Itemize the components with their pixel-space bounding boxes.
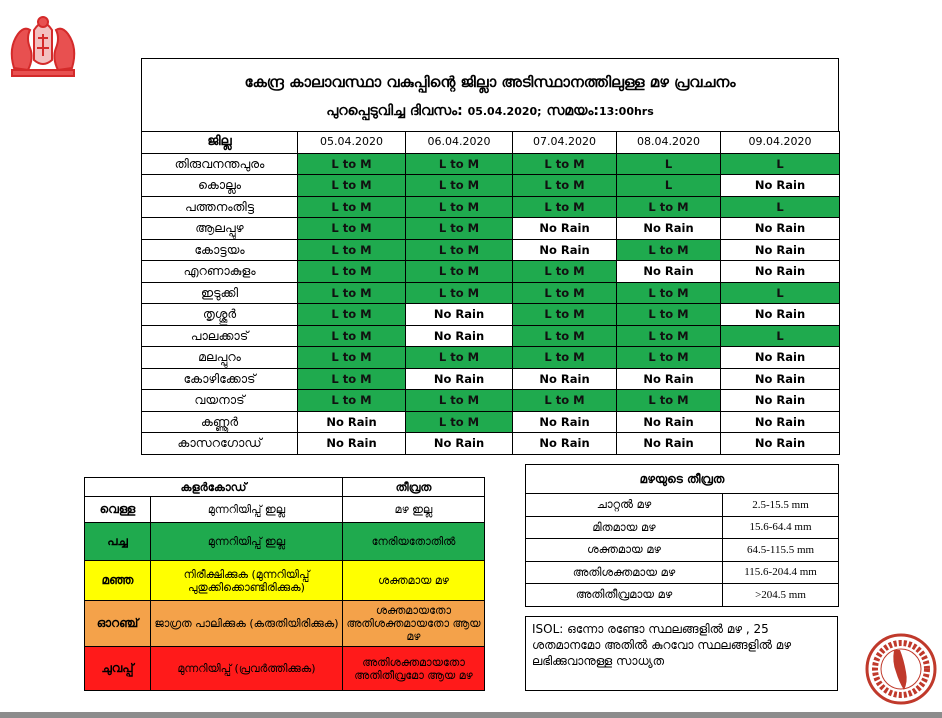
forecast-cell: No Rain (721, 390, 840, 412)
bottom-divider (0, 712, 942, 718)
color-severity: അതിശക്തമായതോ അതിതീവ്രമോ ആയ മഴ (343, 647, 485, 691)
forecast-cell: No Rain (721, 261, 840, 283)
forecast-cell: L to M (617, 347, 721, 369)
intensity-range: >204.5 mm (723, 584, 839, 607)
forecast-cell: L to M (298, 347, 406, 369)
forecast-cell: No Rain (513, 411, 617, 433)
date-header: 06.04.2020 (406, 132, 513, 154)
severity-header: തീവ്രത (343, 478, 485, 497)
color-name: ഓറഞ്ച് (85, 601, 151, 647)
forecast-cell: L to M (406, 282, 513, 304)
forecast-row (142, 218, 840, 240)
forecast-row (142, 411, 840, 433)
forecast-cell: No Rain (406, 368, 513, 390)
color-meaning: നിരീക്ഷിക്കുക (മുന്നറിയിപ്പ് പുതുക്കിക്കൊണ്ടിരിക്കുക) (151, 561, 343, 601)
forecast-cell: No Rain (617, 368, 721, 390)
forecast-cell: No Rain (513, 368, 617, 390)
forecast-cell: L to M (513, 196, 617, 218)
intensity-label: മിതമായ മഴ (526, 516, 723, 539)
forecast-cell: L to M (406, 411, 513, 433)
forecast-row (142, 261, 840, 283)
forecast-cell: L to M (298, 325, 406, 347)
forecast-cell: No Rain (721, 218, 840, 240)
intensity-label: ചാറ്റൽ മഴ (526, 494, 723, 517)
forecast-cell: L to M (406, 153, 513, 175)
color-name: പച്ച (85, 523, 151, 561)
forecast-cell: L to M (513, 175, 617, 197)
forecast-cell: L (617, 153, 721, 175)
intensity-row (526, 584, 839, 607)
forecast-header-row (142, 132, 840, 154)
forecast-cell: No Rain (721, 304, 840, 326)
forecast-cell: L to M (617, 304, 721, 326)
forecast-cell: No Rain (721, 411, 840, 433)
colorcode-header-row (85, 478, 485, 497)
date-header: 08.04.2020 (617, 132, 721, 154)
kerala-disaster-management-logo-icon (864, 632, 938, 706)
intensity-range: 2.5-15.5 mm (723, 494, 839, 517)
forecast-cell: No Rain (298, 433, 406, 455)
forecast-cell: No Rain (721, 433, 840, 455)
forecast-row (142, 390, 840, 412)
forecast-row (142, 153, 840, 175)
district-header: ജില്ല (142, 132, 298, 154)
intensity-row (526, 516, 839, 539)
intensity-row (526, 539, 839, 562)
issued-label: പുറപ്പെടുവിച്ച ദിവസം: (326, 103, 463, 119)
forecast-row (142, 325, 840, 347)
colorcode-row-white (85, 497, 485, 523)
time-value: 13:00 (598, 105, 634, 118)
forecast-cell: L to M (406, 196, 513, 218)
forecast-cell: L (721, 153, 840, 175)
forecast-cell: L to M (513, 282, 617, 304)
forecast-cell: L (721, 282, 840, 304)
district-name: പാലക്കാട് (142, 325, 298, 347)
color-severity: മഴ ഇല്ല (343, 497, 485, 523)
color-name: വെള്ള (85, 497, 151, 523)
forecast-cell: L to M (406, 390, 513, 412)
forecast-cell: L to M (617, 282, 721, 304)
page-title: കേന്ദ്ര കാലാവസ്ഥാ വകുപ്പിന്റെ ജില്ലാ അടിസ്ഥാനത്തിലുള്ള മഴ പ്രവചനം (244, 73, 736, 91)
forecast-row (142, 304, 840, 326)
color-meaning: ജാഗ്രത പാലിക്കുക (കരുതിയിരിക്കുക) (151, 601, 343, 647)
forecast-cell: L to M (406, 347, 513, 369)
forecast-row (142, 368, 840, 390)
forecast-cell: L to M (513, 347, 617, 369)
forecast-cell: L to M (298, 304, 406, 326)
district-name: പത്തനംതിട്ട (142, 196, 298, 218)
color-severity: ശക്തമായ മഴ (343, 561, 485, 601)
forecast-cell: L to M (406, 175, 513, 197)
forecast-cell: No Rain (406, 304, 513, 326)
intensity-range: 15.6-64.4 mm (723, 516, 839, 539)
color-severity: നേരിയതോതിൽ (343, 523, 485, 561)
forecast-cell: L to M (298, 368, 406, 390)
intensity-range: 64.5-115.5 mm (723, 539, 839, 562)
forecast-cell: No Rain (617, 411, 721, 433)
forecast-cell: L to M (406, 261, 513, 283)
forecast-cell: No Rain (513, 218, 617, 240)
forecast-cell: No Rain (617, 261, 721, 283)
forecast-cell: No Rain (617, 433, 721, 455)
district-name: കോട്ടയം (142, 239, 298, 261)
district-name: വയനാട് (142, 390, 298, 412)
forecast-cell: L to M (513, 390, 617, 412)
date-header: 07.04.2020 (513, 132, 617, 154)
color-severity: ശക്തമായതോ അതിശക്തമായതോ ആയ മഴ (343, 601, 485, 647)
kerala-emblem-icon (4, 8, 82, 86)
color-meaning: മുന്നറിയിപ്പ് ഇല്ല (151, 497, 343, 523)
forecast-cell: L to M (406, 218, 513, 240)
forecast-cell: L to M (617, 196, 721, 218)
intensity-label: അതിശക്തമായ മഴ (526, 561, 723, 584)
forecast-row (142, 282, 840, 304)
colorcode-row-yellow (85, 561, 485, 601)
forecast-row (142, 433, 840, 455)
forecast-cell: L to M (617, 390, 721, 412)
forecast-cell: L to M (617, 325, 721, 347)
district-name: തിരുവനന്തപുരം (142, 153, 298, 175)
issued-date: 05.04.2020; (467, 105, 542, 118)
color-meaning: മുന്നറിയിപ്പ് ഇല്ല (151, 523, 343, 561)
intensity-range: 115.6-204.4 mm (723, 561, 839, 584)
forecast-cell: L (721, 325, 840, 347)
forecast-cell: No Rain (406, 325, 513, 347)
date-header: 05.04.2020 (298, 132, 406, 154)
forecast-cell: L to M (298, 261, 406, 283)
forecast-cell: L to M (406, 239, 513, 261)
intensity-title: മഴയുടെ തീവ്രത (526, 465, 839, 494)
forecast-cell: L to M (298, 175, 406, 197)
colorcode-row-orange (85, 601, 485, 647)
district-name: എറണാകുളം (142, 261, 298, 283)
colorcode-row-red (85, 647, 485, 691)
forecast-cell: L to M (298, 153, 406, 175)
forecast-cell: L to M (513, 325, 617, 347)
forecast-cell: L to M (617, 239, 721, 261)
time-label: സമയം: (546, 103, 599, 119)
forecast-cell: No Rain (721, 239, 840, 261)
intensity-title-row (526, 465, 839, 494)
forecast-cell: No Rain (721, 175, 840, 197)
colorcode-row-green (85, 523, 485, 561)
district-name: കൊല്ലം (142, 175, 298, 197)
forecast-cell: L to M (298, 282, 406, 304)
color-name: ചുവപ്പ് (85, 647, 151, 691)
forecast-table (141, 131, 840, 455)
forecast-cell: No Rain (617, 218, 721, 240)
district-name: ആലപ്പുഴ (142, 218, 298, 240)
intensity-label: അതിതീവ്രമായ മഴ (526, 584, 723, 607)
intensity-table (525, 464, 839, 607)
district-name: തൃശ്ശൂർ (142, 304, 298, 326)
district-name: കണ്ണൂർ (142, 411, 298, 433)
district-name: മലപ്പുറം (142, 347, 298, 369)
colorcode-header: കളർകോഡ് (85, 478, 343, 497)
forecast-cell: L to M (513, 304, 617, 326)
colorcode-table (84, 477, 485, 691)
forecast-cell: L to M (298, 218, 406, 240)
forecast-row (142, 196, 840, 218)
isol-note: ISOL: ഒന്നോ രണ്ടോ സ്ഥലങ്ങളിൽ മഴ , 25 ശതമാനമോ അതിൽ കുറവോ സ്ഥലങ്ങളിൽ മഴ ലഭിക്കുവാനുള്ള സാധ്യത (525, 616, 838, 691)
intensity-label: ശക്തമായ മഴ (526, 539, 723, 562)
color-name: മഞ്ഞ (85, 561, 151, 601)
forecast-row (142, 347, 840, 369)
issued-line (142, 103, 838, 119)
title-box (141, 58, 839, 132)
forecast-cell: No Rain (721, 347, 840, 369)
forecast-cell: No Rain (406, 433, 513, 455)
time-unit: hrs (633, 105, 654, 118)
forecast-cell: L to M (298, 390, 406, 412)
forecast-row (142, 239, 840, 261)
forecast-cell: L to M (513, 153, 617, 175)
forecast-cell: No Rain (513, 239, 617, 261)
intensity-row (526, 561, 839, 584)
color-meaning: മുന്നറിയിപ്പ് (പ്രവർത്തിക്കുക) (151, 647, 343, 691)
forecast-cell: No Rain (721, 368, 840, 390)
district-name: ഇടുക്കി (142, 282, 298, 304)
forecast-cell: L to M (513, 261, 617, 283)
forecast-cell: L to M (298, 239, 406, 261)
forecast-cell: No Rain (513, 433, 617, 455)
forecast-cell: L to M (298, 196, 406, 218)
forecast-cell: No Rain (298, 411, 406, 433)
forecast-row (142, 175, 840, 197)
forecast-cell: L (721, 196, 840, 218)
intensity-row (526, 494, 839, 517)
district-name: കാസറഗോഡ് (142, 433, 298, 455)
district-name: കോഴിക്കോട് (142, 368, 298, 390)
forecast-cell: L (617, 175, 721, 197)
date-header: 09.04.2020 (721, 132, 840, 154)
